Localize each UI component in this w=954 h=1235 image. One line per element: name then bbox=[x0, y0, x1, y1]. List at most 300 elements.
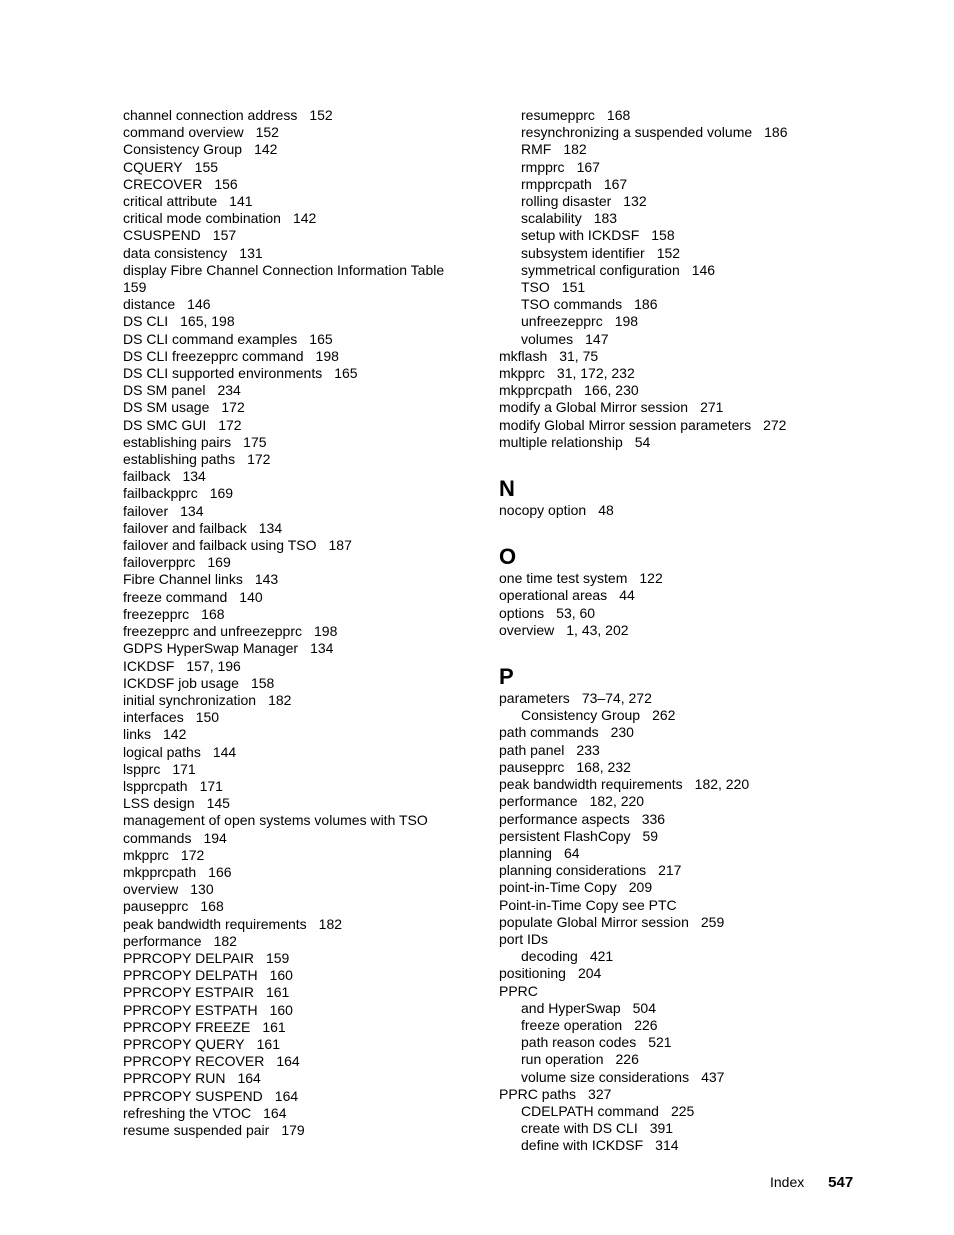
index-page-ref: 230 bbox=[610, 724, 634, 741]
index-term: PPRCOPY ESTPAIR bbox=[123, 984, 254, 1001]
index-page-ref: 272 bbox=[763, 416, 787, 433]
index-page-ref: 169 bbox=[209, 485, 234, 502]
index-term: failover and failback bbox=[123, 519, 247, 536]
index-entry bbox=[499, 811, 859, 828]
index-page-ref: 147 bbox=[585, 330, 609, 347]
index-entry bbox=[123, 967, 483, 984]
index-term: display Fibre Channel Connection Information Table bbox=[123, 261, 445, 278]
index-entry bbox=[499, 382, 859, 399]
index-page-ref: 182, 220 bbox=[589, 793, 645, 810]
index-entry bbox=[499, 622, 859, 639]
section-o-entries bbox=[499, 570, 859, 639]
index-page-ref: 209 bbox=[628, 879, 653, 896]
index-term: options bbox=[499, 604, 545, 621]
index-entry bbox=[123, 830, 483, 847]
index-entry bbox=[123, 210, 483, 227]
index-term: TSO commands bbox=[521, 296, 623, 313]
index-subentry bbox=[499, 245, 859, 262]
index-term: interfaces bbox=[123, 709, 184, 726]
index-entry bbox=[123, 107, 483, 124]
index-subentry bbox=[499, 313, 859, 330]
index-term: PPRCOPY SUSPEND bbox=[123, 1087, 263, 1104]
index-subentry bbox=[499, 141, 859, 158]
index-page-ref: 156 bbox=[214, 175, 238, 192]
index-page-ref: 143 bbox=[254, 571, 279, 588]
index-term: channel connection address bbox=[123, 107, 298, 123]
index-entry bbox=[123, 468, 483, 485]
index-term: data consistency bbox=[123, 244, 228, 261]
index-page-ref: 142 bbox=[254, 141, 278, 158]
index-entry bbox=[123, 262, 483, 279]
index-page-ref: 144 bbox=[212, 743, 237, 760]
index-subentry bbox=[499, 331, 859, 348]
index-page-ref: 151 bbox=[561, 279, 586, 296]
index-page-ref: 172 bbox=[247, 451, 271, 468]
index-term: DS SMC GUI bbox=[123, 416, 207, 433]
index-page-ref: 168 bbox=[200, 898, 224, 915]
section-letter-n: N bbox=[499, 476, 515, 502]
index-page-ref: 134 bbox=[180, 502, 204, 519]
index-term: RMF bbox=[521, 141, 552, 158]
index-term: DS CLI supported environments bbox=[123, 365, 323, 382]
index-page-ref: 171 bbox=[172, 760, 196, 777]
index-entry bbox=[123, 503, 483, 520]
index-entry bbox=[123, 451, 483, 468]
index-page-ref: 152 bbox=[255, 124, 279, 141]
index-term: path panel bbox=[499, 741, 565, 758]
index-page-ref: 142 bbox=[292, 210, 317, 227]
index-entry bbox=[123, 881, 483, 898]
index-entry bbox=[123, 984, 483, 1001]
index-term: parameters bbox=[499, 690, 570, 707]
index-term: failover and failback using TSO bbox=[123, 537, 317, 554]
index-entry bbox=[499, 365, 859, 382]
index-entry bbox=[499, 879, 859, 896]
index-term: lspprc bbox=[123, 760, 161, 777]
index-subentry bbox=[499, 707, 859, 724]
index-page-ref: 164 bbox=[274, 1087, 299, 1104]
index-page-ref: 167 bbox=[603, 175, 628, 192]
index-entry bbox=[123, 933, 483, 950]
index-subentry bbox=[499, 159, 859, 176]
index-page-ref: 164 bbox=[237, 1070, 261, 1087]
index-term: create with DS CLI bbox=[521, 1120, 638, 1137]
index-entry bbox=[123, 812, 483, 829]
index-term: run operation bbox=[521, 1051, 604, 1068]
index-term: mkpprcpath bbox=[123, 863, 197, 880]
index-entry bbox=[499, 845, 859, 862]
index-entry bbox=[123, 554, 483, 571]
index-term: 159 bbox=[123, 279, 147, 296]
index-page-ref: 141 bbox=[229, 193, 253, 210]
index-term: Point-in-Time Copy see PTC bbox=[499, 896, 677, 913]
index-term: pausepprc bbox=[499, 758, 565, 775]
index-page-ref: 146 bbox=[691, 261, 716, 278]
index-page-ref: 226 bbox=[634, 1016, 658, 1033]
index-term: Consistency Group bbox=[123, 141, 243, 158]
index-page-ref: 327 bbox=[588, 1085, 612, 1102]
index-term: failoverpprc bbox=[123, 554, 196, 571]
index-entry bbox=[123, 279, 483, 296]
index-page-ref: 183 bbox=[593, 210, 618, 227]
index-subentry bbox=[499, 1120, 859, 1137]
index-page-ref: 44 bbox=[619, 587, 635, 604]
index-page-ref: 437 bbox=[701, 1068, 725, 1085]
index-entry bbox=[123, 485, 483, 502]
index-term: GDPS HyperSwap Manager bbox=[123, 640, 299, 657]
index-term: volume size considerations bbox=[521, 1068, 690, 1085]
index-page-ref: 73–74, 272 bbox=[581, 690, 652, 707]
index-term: scalability bbox=[521, 210, 582, 227]
index-term: lspprcpath bbox=[123, 777, 188, 794]
section-letter-o: O bbox=[499, 544, 517, 570]
index-term: path commands bbox=[499, 724, 599, 741]
index-page-ref: 179 bbox=[281, 1121, 305, 1138]
index-entry bbox=[123, 313, 483, 330]
index-entry bbox=[123, 193, 483, 210]
index-page-ref: 204 bbox=[577, 965, 602, 982]
index-entry bbox=[123, 399, 483, 416]
index-subentry bbox=[499, 1017, 859, 1034]
index-term: management of open systems volumes with TSO bbox=[123, 812, 428, 829]
index-term: symmetrical configuration bbox=[521, 261, 680, 278]
index-page-ref: 182, 220 bbox=[694, 776, 750, 793]
index-entry bbox=[123, 623, 483, 640]
index-page-ref: 131 bbox=[239, 244, 263, 261]
index-page-ref: 182 bbox=[318, 915, 343, 932]
index-term: CQUERY bbox=[123, 158, 183, 175]
index-term: PPRC bbox=[499, 982, 538, 999]
index-page-ref: 172 bbox=[218, 416, 242, 433]
index-term: planning bbox=[499, 844, 552, 861]
index-page-ref: 53, 60 bbox=[556, 604, 596, 621]
index-page-ref: 167 bbox=[576, 158, 600, 175]
index-entry bbox=[499, 605, 859, 622]
index-entry bbox=[123, 1053, 483, 1070]
index-term: persistent FlashCopy bbox=[499, 827, 631, 844]
index-term: multiple relationship bbox=[499, 433, 623, 450]
index-term: unfreezepprc bbox=[521, 313, 603, 330]
index-page-ref: 336 bbox=[641, 810, 666, 827]
index-term: overview bbox=[123, 881, 179, 898]
index-subentry bbox=[499, 1000, 859, 1017]
index-term: DS SM panel bbox=[123, 382, 206, 399]
index-subentry bbox=[499, 1137, 859, 1154]
index-column-right bbox=[499, 107, 859, 1155]
index-term: initial synchronization bbox=[123, 691, 257, 708]
index-term: Fibre Channel links bbox=[123, 571, 243, 588]
index-page-ref: 145 bbox=[206, 795, 230, 812]
index-term: ICKDSF bbox=[123, 657, 175, 674]
index-page-ref: 175 bbox=[243, 433, 267, 450]
index-page-ref: 161 bbox=[256, 1035, 280, 1052]
index-term: freezepprc and unfreezepprc bbox=[123, 623, 302, 640]
index-page-ref: 165 bbox=[309, 330, 333, 347]
index-term: failback bbox=[123, 468, 171, 485]
index-entry bbox=[123, 348, 483, 365]
index-page-ref: 198 bbox=[314, 623, 338, 640]
index-page-ref: 152 bbox=[656, 244, 681, 261]
index-entry bbox=[499, 931, 859, 948]
index-column-left bbox=[123, 107, 483, 1139]
index-page-ref: 1, 43, 202 bbox=[566, 621, 629, 638]
index-term: DS CLI freezepprc command bbox=[123, 347, 304, 364]
index-term: nocopy option bbox=[499, 502, 587, 519]
index-entry bbox=[499, 399, 859, 416]
index-entry bbox=[123, 898, 483, 915]
index-term: performance bbox=[499, 793, 578, 810]
index-term: modify a Global Mirror session bbox=[499, 399, 689, 416]
index-page-ref: 171 bbox=[199, 777, 223, 794]
index-entry bbox=[123, 726, 483, 743]
index-term: and HyperSwap bbox=[521, 999, 621, 1016]
index-page-ref: 262 bbox=[652, 707, 676, 724]
index-page-ref: 164 bbox=[263, 1104, 287, 1121]
index-entry bbox=[123, 864, 483, 881]
index-term: TSO bbox=[521, 279, 550, 296]
index-page-ref: 161 bbox=[262, 1018, 286, 1035]
index-term: PPRCOPY FREEZE bbox=[123, 1018, 251, 1035]
index-term: establishing pairs bbox=[123, 433, 232, 450]
index-entry bbox=[499, 690, 859, 707]
index-page-ref: 59 bbox=[642, 827, 659, 844]
index-subentry bbox=[499, 296, 859, 313]
index-page-ref: 161 bbox=[265, 984, 290, 1001]
index-page-ref: 165, 198 bbox=[180, 313, 235, 330]
index-page-ref: 233 bbox=[576, 741, 600, 758]
index-page-ref: 521 bbox=[648, 1034, 672, 1051]
index-entry bbox=[123, 606, 483, 623]
index-term: resume suspended pair bbox=[123, 1121, 270, 1138]
index-term: PPRCOPY QUERY bbox=[123, 1035, 245, 1052]
index-page-ref: 226 bbox=[615, 1051, 639, 1068]
index-term: freeze operation bbox=[521, 1016, 623, 1033]
index-entry bbox=[499, 862, 859, 879]
index-term: mkpprc bbox=[499, 365, 545, 382]
index-entry bbox=[123, 1105, 483, 1122]
index-page-ref: 152 bbox=[309, 107, 333, 123]
index-term: point-in-Time Copy bbox=[499, 879, 617, 896]
index-term: CSUSPEND bbox=[123, 227, 201, 244]
index-term: PPRC paths bbox=[499, 1085, 577, 1102]
index-entry bbox=[123, 331, 483, 348]
index-term: DS CLI command examples bbox=[123, 330, 298, 347]
footer-label: Index bbox=[770, 1174, 805, 1190]
index-page-ref: 132 bbox=[623, 193, 647, 210]
index-entry bbox=[123, 365, 483, 382]
index-entry bbox=[499, 434, 859, 451]
index-page-ref: 421 bbox=[589, 948, 614, 965]
index-page-ref: 225 bbox=[670, 1102, 695, 1119]
index-entry bbox=[123, 847, 483, 864]
index-term: critical attribute bbox=[123, 193, 218, 210]
index-page-ref: 166 bbox=[208, 863, 232, 880]
index-page-ref: 198 bbox=[614, 313, 639, 330]
index-term: resumepprc bbox=[521, 107, 595, 123]
index-term: setup with ICKDSF bbox=[521, 227, 640, 244]
index-term: define with ICKDSF bbox=[521, 1137, 644, 1154]
index-page-ref: 31, 172, 232 bbox=[556, 365, 635, 382]
index-entry bbox=[123, 795, 483, 812]
index-term: distance bbox=[123, 296, 176, 313]
index-page-ref: 172 bbox=[221, 399, 245, 416]
index-term: path reason codes bbox=[521, 1034, 637, 1051]
index-term: PPRCOPY ESTPATH bbox=[123, 1001, 258, 1018]
index-subentry bbox=[499, 124, 859, 141]
index-term: links bbox=[123, 726, 152, 743]
index-entry bbox=[123, 520, 483, 537]
index-page-ref: 122 bbox=[639, 570, 663, 587]
index-entry bbox=[499, 742, 859, 759]
index-page-ref: 142 bbox=[163, 726, 187, 743]
index-term: PPRCOPY DELPATH bbox=[123, 967, 258, 984]
index-page-ref: 168, 232 bbox=[576, 758, 631, 775]
index-term: planning considerations bbox=[499, 862, 647, 879]
index-subentry bbox=[499, 227, 859, 244]
index-entry bbox=[499, 348, 859, 365]
index-entry bbox=[499, 570, 859, 587]
index-page-ref: 186 bbox=[764, 124, 788, 141]
index-term: one time test system bbox=[499, 570, 628, 587]
index-term: peak bandwidth requirements bbox=[499, 776, 683, 793]
index-page-ref: 172 bbox=[180, 846, 205, 863]
index-entry bbox=[123, 382, 483, 399]
index-term: logical paths bbox=[123, 743, 201, 760]
index-entry bbox=[123, 761, 483, 778]
index-page-ref: 160 bbox=[269, 967, 293, 984]
index-term: decoding bbox=[521, 948, 578, 965]
index-page-ref: 182 bbox=[213, 932, 237, 949]
index-entry bbox=[123, 1019, 483, 1036]
index-entry bbox=[499, 965, 859, 982]
index-entry bbox=[123, 778, 483, 795]
index-term: refreshing the VTOC bbox=[123, 1104, 252, 1121]
index-page-ref: 159 bbox=[265, 949, 290, 966]
index-subentry bbox=[499, 279, 859, 296]
index-entry bbox=[499, 417, 859, 434]
index-page-ref: 64 bbox=[563, 844, 580, 861]
index-term: port IDs bbox=[499, 930, 549, 947]
index-term: overview bbox=[499, 621, 555, 638]
index-page-ref: 54 bbox=[634, 433, 651, 450]
index-entry bbox=[123, 640, 483, 657]
index-page-ref: 164 bbox=[276, 1053, 300, 1070]
index-subentry bbox=[499, 1103, 859, 1120]
index-entry bbox=[123, 245, 483, 262]
index-entry bbox=[123, 537, 483, 554]
index-entry bbox=[499, 914, 859, 931]
index-term: subsystem identifier bbox=[521, 244, 645, 261]
index-subentry bbox=[499, 107, 859, 124]
index-term: DS CLI bbox=[123, 313, 169, 330]
index-page-ref: 182 bbox=[563, 141, 587, 158]
index-term: DS SM usage bbox=[123, 399, 210, 416]
section-letter-p: P bbox=[499, 664, 514, 690]
index-term: performance aspects bbox=[499, 810, 630, 827]
index-term: command overview bbox=[123, 124, 244, 141]
index-page-ref: 186 bbox=[634, 296, 658, 313]
index-page-ref: 158 bbox=[651, 227, 675, 244]
index-page-ref: 166, 230 bbox=[584, 382, 639, 399]
index-page-ref: 198 bbox=[315, 347, 339, 364]
index-entry bbox=[123, 296, 483, 313]
index-term: freeze command bbox=[123, 588, 228, 605]
index-term: failover bbox=[123, 502, 169, 519]
index-entry bbox=[123, 1036, 483, 1053]
index-entry bbox=[123, 1122, 483, 1139]
index-entry bbox=[499, 983, 859, 1000]
index-entry bbox=[499, 828, 859, 845]
index-entry bbox=[123, 141, 483, 158]
index-term: populate Global Mirror session bbox=[499, 913, 689, 930]
index-entry bbox=[123, 227, 483, 244]
index-term: modify Global Mirror session parameters bbox=[499, 416, 752, 433]
index-page-ref: 314 bbox=[655, 1137, 679, 1154]
index-page-ref: 155 bbox=[194, 158, 219, 175]
index-term: mkflash bbox=[499, 347, 548, 364]
index-term: pausepprc bbox=[123, 898, 189, 915]
index-term: commands bbox=[123, 829, 192, 846]
index-entry bbox=[123, 571, 483, 588]
index-page-ref: 165 bbox=[334, 365, 358, 382]
index-subentry bbox=[499, 1069, 859, 1086]
page-number: 547 bbox=[828, 1174, 854, 1191]
index-entry bbox=[123, 950, 483, 967]
index-page-ref: 271 bbox=[700, 399, 724, 416]
index-term: PPRCOPY RUN bbox=[123, 1070, 226, 1087]
index-page-ref: 158 bbox=[250, 674, 275, 691]
index-page-ref: 259 bbox=[700, 913, 725, 930]
index-entry bbox=[123, 658, 483, 675]
index-term: resynchronizing a suspended volume bbox=[521, 124, 753, 141]
index-entry bbox=[123, 916, 483, 933]
index-term: rmpprc bbox=[521, 158, 565, 175]
index-subentry bbox=[499, 948, 859, 965]
index-page-ref: 31, 75 bbox=[559, 347, 599, 364]
index-term: CDELPATH command bbox=[521, 1102, 659, 1119]
index-entry bbox=[123, 744, 483, 761]
section-n-entries bbox=[499, 502, 859, 519]
index-term: critical mode combination bbox=[123, 210, 281, 227]
index-subentry bbox=[499, 176, 859, 193]
index-subentry bbox=[499, 262, 859, 279]
index-term: LSS design bbox=[123, 795, 195, 812]
index-entry bbox=[499, 897, 859, 914]
index-entry bbox=[123, 709, 483, 726]
index-entry bbox=[499, 793, 859, 810]
index-subentry bbox=[499, 193, 859, 210]
index-page-ref: 134 bbox=[182, 468, 206, 485]
index-term: PPRCOPY DELPAIR bbox=[123, 949, 254, 966]
index-entry bbox=[123, 692, 483, 709]
index-entry bbox=[499, 1086, 859, 1103]
index-page-ref: 150 bbox=[195, 709, 220, 726]
index-entry bbox=[499, 502, 859, 519]
index-page-ref: 182 bbox=[268, 691, 292, 708]
index-subentry bbox=[499, 1051, 859, 1068]
index-entry bbox=[123, 1070, 483, 1087]
index-entry bbox=[123, 124, 483, 141]
index-term: freezepprc bbox=[123, 605, 190, 622]
index-page-ref: 130 bbox=[190, 881, 214, 898]
index-entry bbox=[123, 176, 483, 193]
index-term: mkpprc bbox=[123, 846, 169, 863]
index-page-ref: 134 bbox=[258, 519, 283, 536]
index-term: operational areas bbox=[499, 587, 608, 604]
index-page-ref: 217 bbox=[658, 862, 682, 879]
index-subentry bbox=[499, 210, 859, 227]
index-page-ref: 134 bbox=[310, 640, 334, 657]
